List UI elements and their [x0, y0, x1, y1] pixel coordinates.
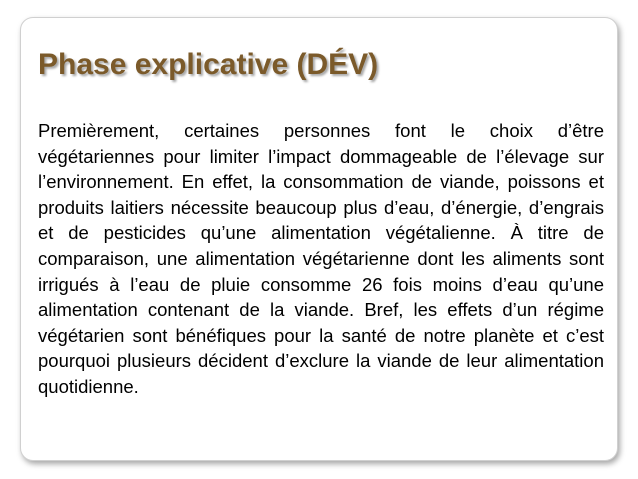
slide-title: Phase explicative (DÉV) — [38, 48, 379, 81]
body-paragraph: Premièrement, certaines personnes font le choix d’être végétariennes pour limiter l’impact dommageable de l’élevage sur l’environnement. En effet, la consommation de viande, poissons et produits laitiers nécessite beaucoup plus d’eau, d’énergie, d’engrais et de pesticides qu’une alimentation végétalienne. À titre de comparaison, une alimentation végétarienne dont les aliments sont irrigués à l’eau de pluie consomme 26 fois moins d’eau qu’une alimentation contenant de la viande. Bref, les effets d’un régime végétarien sont bénéfiques pour la santé de notre planète et c’est pourquoi plusieurs décident d’exclure la viande de leur alimentation quotidienne. — [38, 120, 604, 397]
